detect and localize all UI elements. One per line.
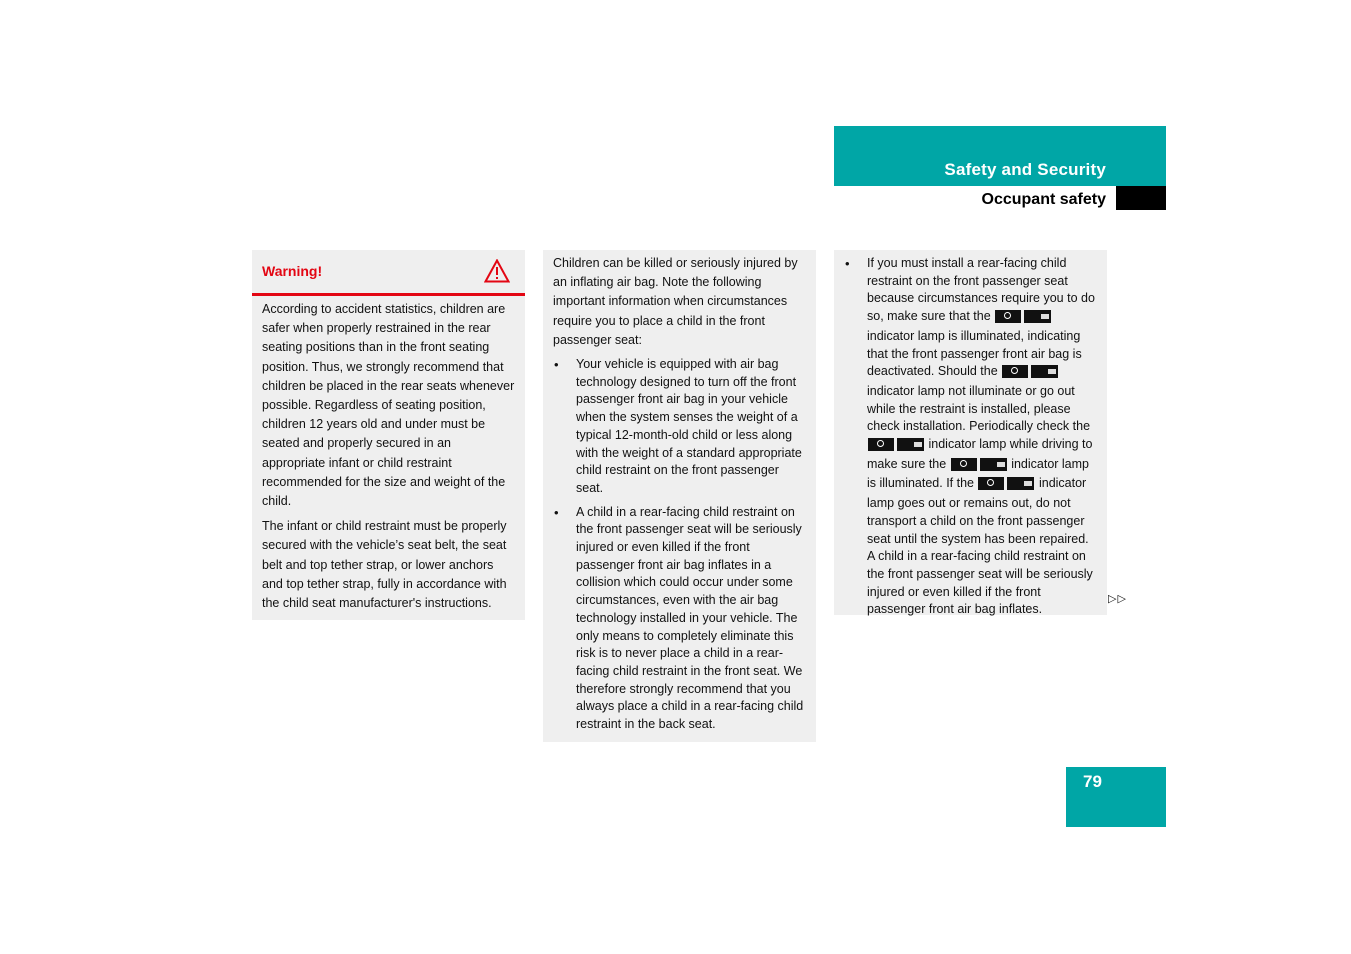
section-tab-marker — [1116, 186, 1166, 210]
list-item: • Your vehicle is equipped with air bag technology designed to turn off the front passenger front air bag in your vehicle when the system senses the weight of a typical 12-month-old child or less along with the weight of a standard appropriate child restraint on the front passenger seat. — [543, 356, 816, 498]
warning-header — [252, 250, 525, 296]
text-segment: indicator lamp is illuminated. If the — [867, 456, 1090, 491]
text-segment: indicator lamp is illuminated, indicating that the front passenger front air bag is deactivated. Should the — [867, 328, 1082, 379]
text-segment: indicator lamp while driving to make sure the — [867, 437, 1093, 471]
bullet-list — [543, 356, 816, 734]
airbag-info-box — [543, 250, 816, 742]
page-number-box — [1066, 767, 1166, 827]
warning-body — [252, 296, 525, 613]
passenger-air-bag-off-indicator-icon — [1002, 365, 1058, 383]
warning-box — [252, 250, 525, 620]
intro-paragraph: Children can be killed or seriously injured by an inflating air bag. Note the following important information when circumstances require you to place a child in the front passenger seat: — [553, 256, 798, 347]
passenger-air-bag-off-indicator-icon — [951, 458, 1007, 476]
passenger-air-bag-off-indicator-icon — [995, 310, 1051, 328]
passenger-air-bag-off-indicator-icon — [978, 477, 1034, 495]
text-segment: indicator lamp not illuminate or go out while the restraint is installed, please check installation. Periodically check the — [867, 383, 1091, 434]
bullet-list — [834, 250, 1107, 619]
page-number: 79 — [1083, 772, 1102, 791]
text-segment: If you must install a rear-facing child restraint on the front passenger seat because circumstances require you to do so, make sure that the — [867, 256, 1095, 324]
rear-facing-restraint-box — [834, 250, 1107, 615]
list-item: • A child in a rear-facing child restraint on the front passenger seat will be seriously injured or even killed if the front passenger front air bag inflates in a collision which could occur under some circumstances, even with the air bag technology installed in your vehicle. The only means to completely eliminate this risk is to never place a child in a rear-facing child restraint in the front seat. We therefore strongly recommend that you always place a child in a rear-facing child restraint in the back seat. — [543, 504, 816, 734]
section-title: Safety and Security — [944, 160, 1106, 179]
warning-paragraph: According to accident statistics, children are safer when properly restrained in the rear seating positions than in the front seating position. Thus, we strongly recommend that children be placed in the rear seats whenever possible. Regardless of seating position, children 12 years old and under must be seated and properly secured in an appropriate infant or child restraint recommended for the size and weight of the child. — [262, 302, 515, 509]
passenger-air-bag-off-indicator-icon — [868, 438, 924, 456]
warning-paragraph: The infant or child restraint must be properly secured with the vehicle’s seat belt, the seat belt and top tether strap, or lower anchors and top tether strap, fully in accordance with the child seat manufacturer's instructions. — [262, 519, 507, 611]
warning-triangle-icon — [484, 259, 510, 283]
list-item — [834, 255, 1107, 619]
text-segment: indicator lamp goes out or remains out, do not transport a child on the front passenger seat until the system has been repaired. A child in a rear-facing child restraint on the front passenger seat will be seriously injured or even killed if the front passenger front air bag inflates. — [867, 476, 1093, 617]
section-header-band — [834, 126, 1166, 186]
warning-title: Warning! — [262, 263, 323, 279]
subsection-title: Occupant safety — [981, 191, 1106, 208]
continued-arrow-icon: ▷▷ — [1108, 593, 1127, 605]
